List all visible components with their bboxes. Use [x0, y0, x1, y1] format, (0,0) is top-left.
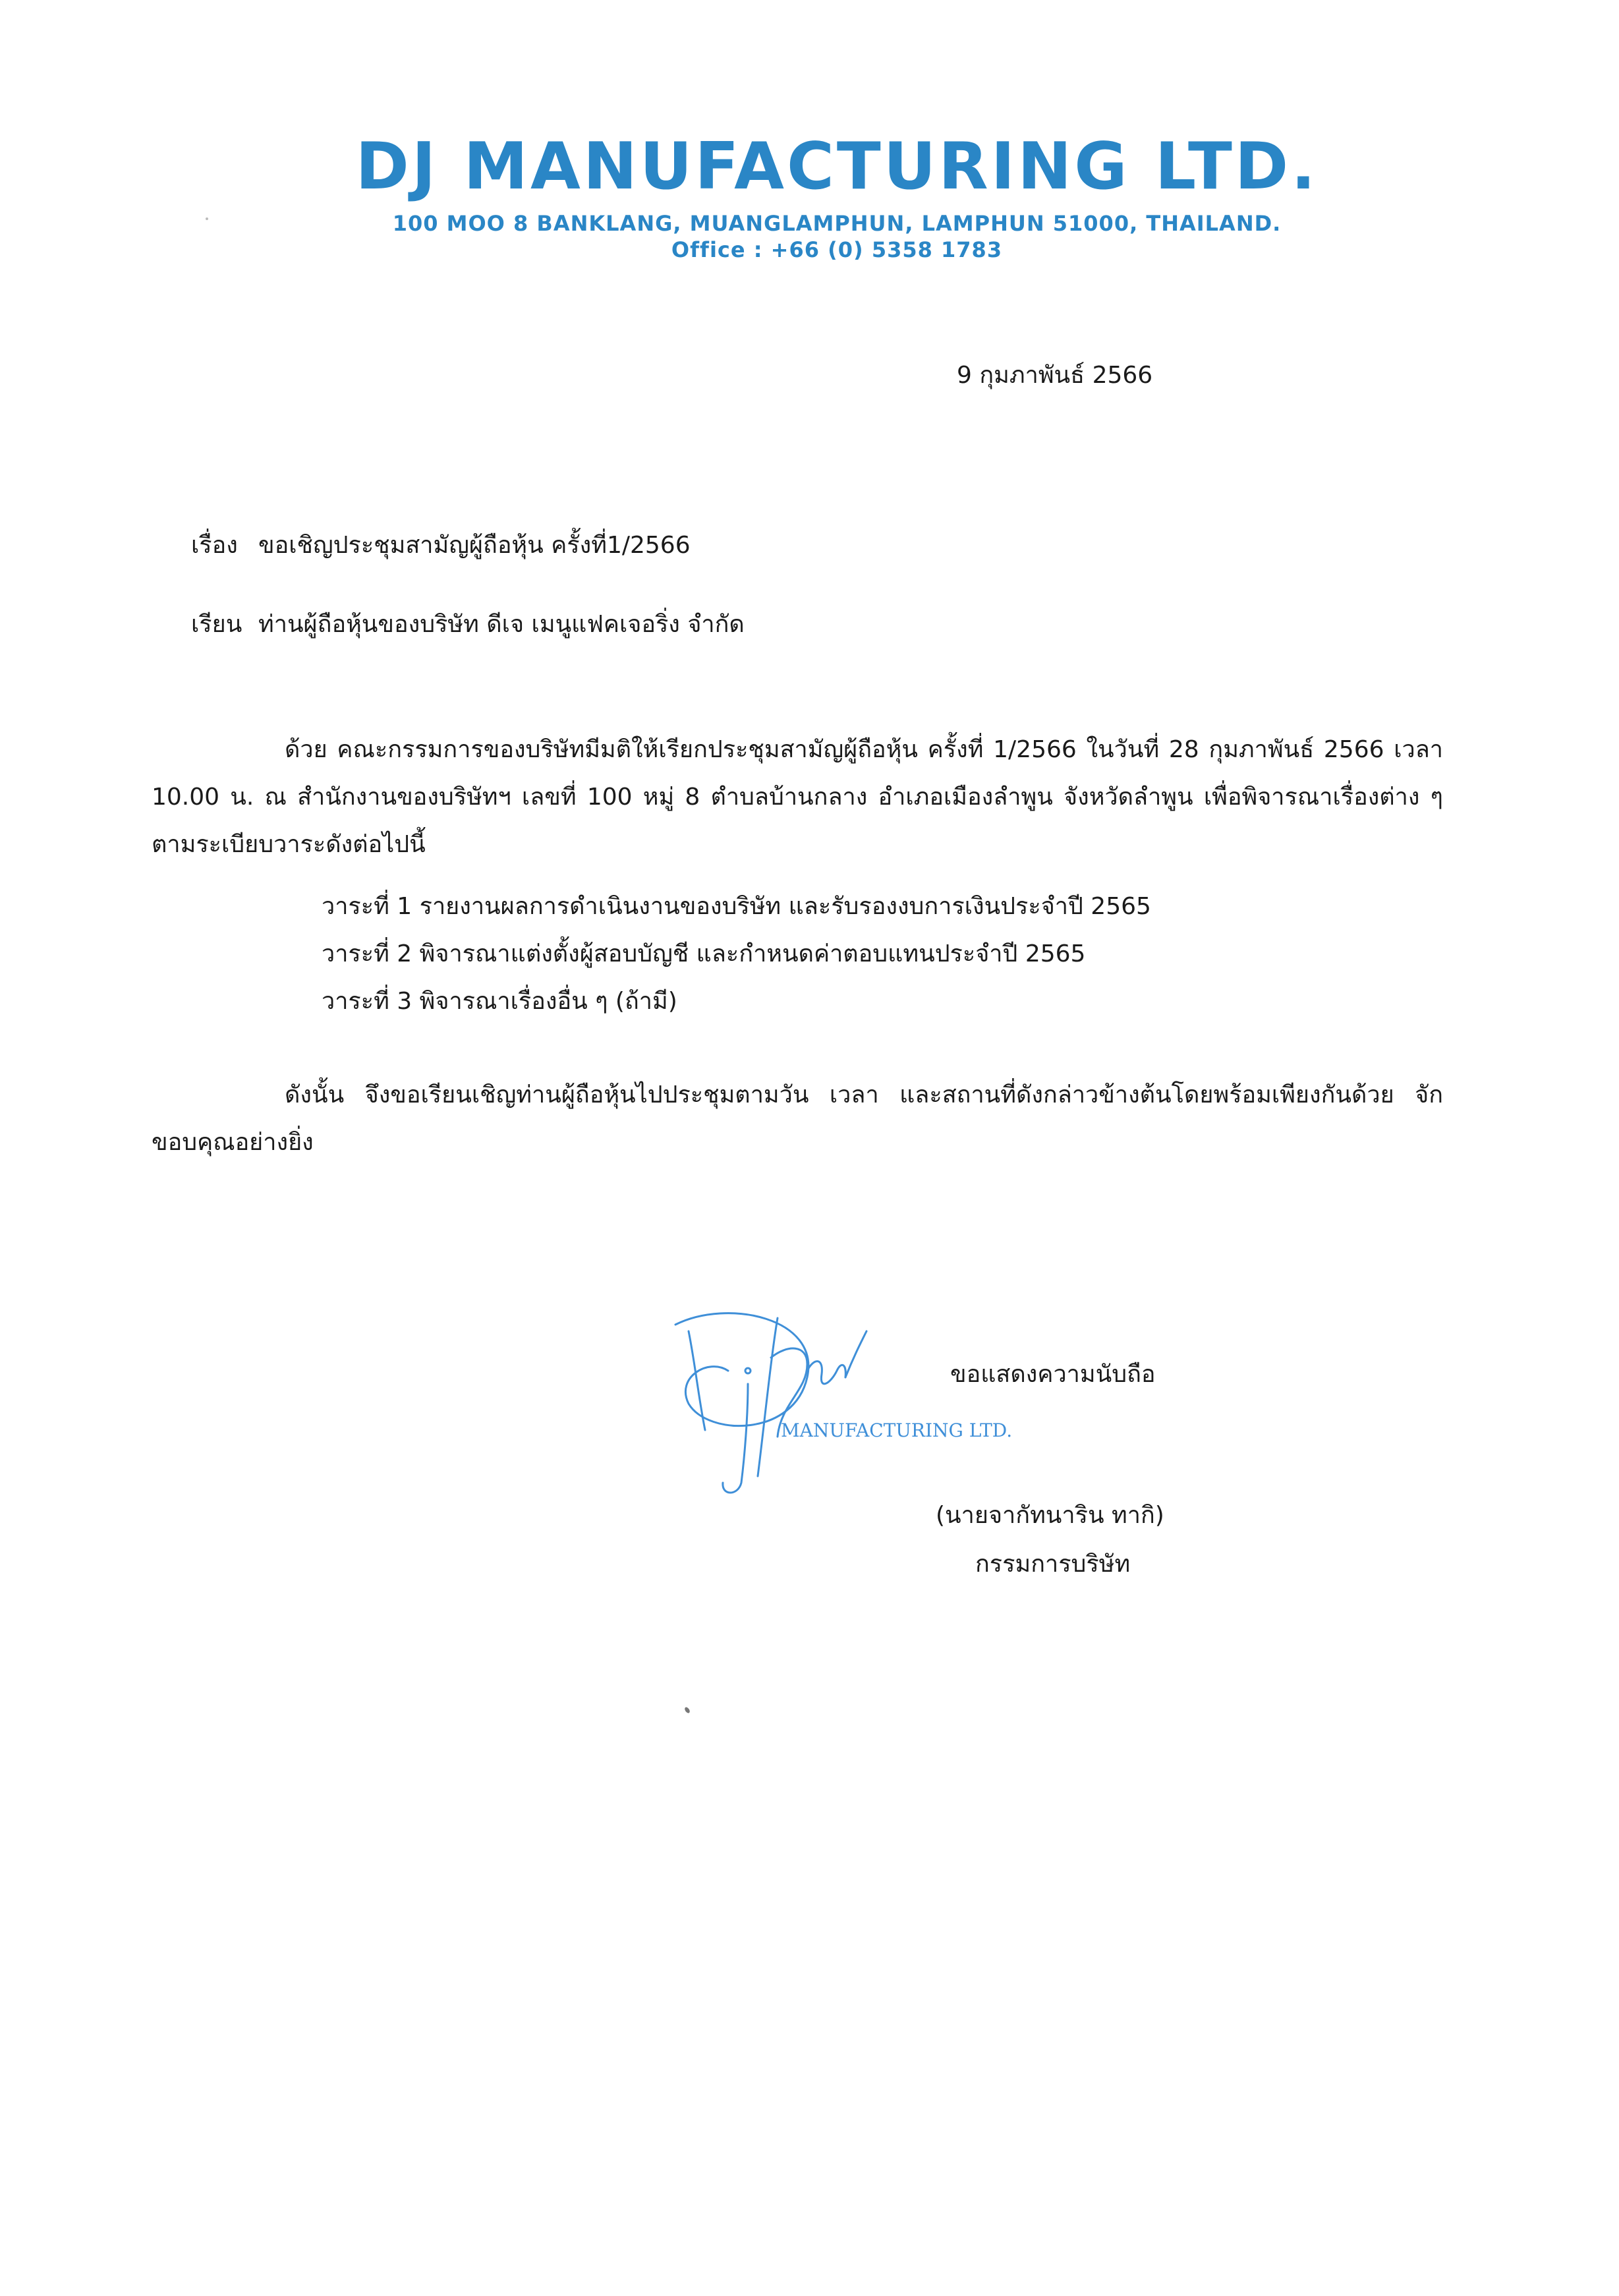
salutation: ขอแสดงความนับถือ	[950, 1361, 1156, 1388]
office-phone: Office : +66 (0) 5358 1783	[671, 237, 1003, 262]
agenda-item-3: วาระที่ 3 พิจารณาเรื่องอื่น ๆ (ถ้ามี)	[322, 988, 677, 1015]
company-address: 100 MOO 8 BANKLANG, MUANGLAMPHUN, LAMPHUN 51000, THAILAND.	[392, 211, 1282, 236]
subject-label: เรื่อง	[191, 532, 238, 559]
agenda-item-2: วาระที่ 2 พิจารณาแต่งตั้งผู้สอบบัญชี และกำหนดค่าตอบแทนประจำปี 2565	[322, 940, 1086, 967]
company-name: DJ MANUFACTURING LTD.	[355, 129, 1319, 204]
signer-position: กรรมการบริษัท	[975, 1551, 1131, 1578]
agenda-item-1: วาระที่ 1 รายงานผลการดำเนินงานของบริษัท และรับรองงบการเงินประจำปี 2565	[322, 893, 1151, 920]
svg-text:MANUFACTURING LTD.: MANUFACTURING LTD.	[781, 1420, 1013, 1441]
recipient-text: ท่านผู้ถือหุ้นของบริษัท ดีเจ เมนูแฟคเจอริ่ง จำกัด	[258, 611, 745, 638]
signer-name: (นายจากัทนาริน ทากิ)	[936, 1502, 1164, 1529]
scan-speck	[206, 217, 208, 220]
recipient-label: เรียน	[191, 611, 242, 638]
subject-text: ขอเชิญประชุมสามัญผู้ถือหุ้น ครั้งที่1/2566	[258, 532, 691, 559]
letter-date: 9 กุมภาพันธ์ 2566	[957, 362, 1153, 389]
closing-paragraph: ดังนั้น จึงขอเรียนเชิญท่านผู้ถือหุ้นไปประชุมตามวัน เวลา และสถานที่ดังกล่าวข้างต้นโดยพร้อมเพียงกันด้วย จักขอบคุณอย่างยิ่ง	[152, 1081, 1443, 1156]
body-paragraph: ด้วย คณะกรรมการของบริษัทมีมติให้เรียกประชุมสามัญผู้ถือหุ้น ครั้งที่ 1/2566 ในวันที่ 28 กุมภาพันธ์ 2566 เวลา 10.00 น. ณ สำนักงานของบริษัทฯ เลขที่ 100 หมู่ 8 ตำบลบ้านกลาง อำเภอเมืองลำพูน จังหวัดลำพูน เพื่อพิจารณาเรื่องต่าง ๆ ตามระเบียบวาระดังต่อไปนี้	[152, 736, 1443, 858]
signature-image	[649, 1305, 1044, 1503]
scan-speck	[684, 1706, 691, 1714]
